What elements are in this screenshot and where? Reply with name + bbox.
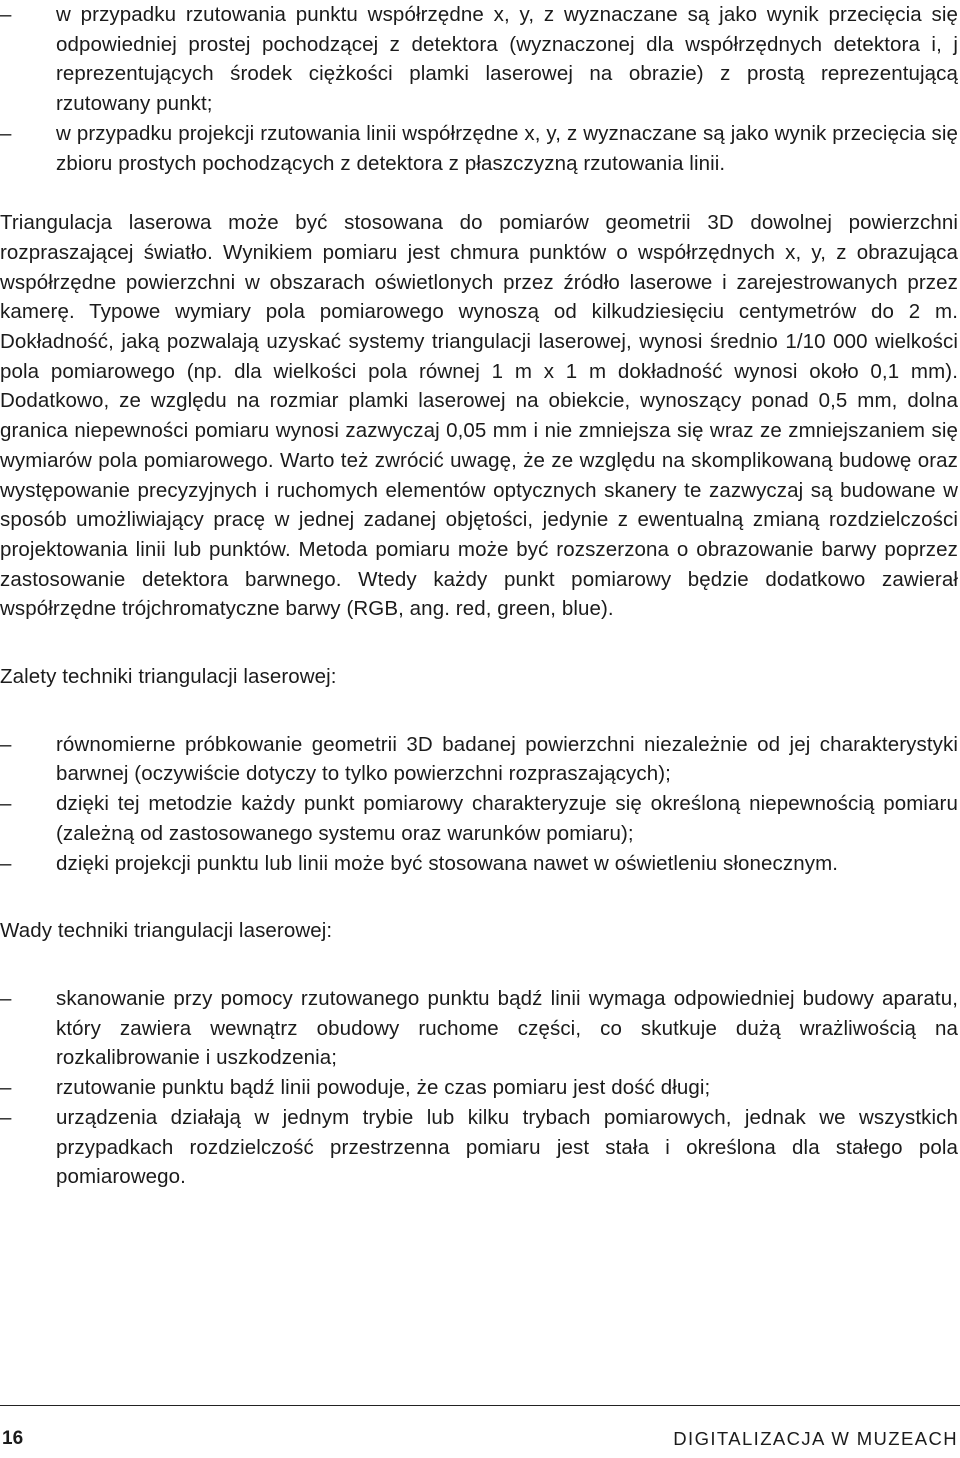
list-marker: – — [0, 1076, 12, 1100]
disadvantages-list — [0, 984, 960, 1192]
spacer — [0, 878, 960, 916]
list-item-text: dzięki tej metodzie każdy punkt pomiarowy charakteryzuje się określoną niepewnością pomiaru (zależną od zastosowanego systemu oraz warunków pomiaru); — [56, 792, 958, 845]
list-item — [0, 119, 960, 178]
list-item-text: w przypadku rzutowania punktu współrzędne x, y, z wyznaczane są jako wynik przecięcia się odpowiedniej prostej pochodzącej z detektora (wyznaczonej dla współrzędnych detektora i, j reprezentujących środek ciężkości plamki laserowej na obrazie) z prostą reprezentującą rzutowany punkt; — [56, 3, 958, 116]
list-marker: – — [0, 121, 12, 145]
list-item — [0, 1103, 960, 1192]
advantages-heading: Zalety techniki triangulacji laserowej: — [0, 665, 337, 689]
continued-list — [0, 0, 960, 178]
list-item — [0, 1073, 960, 1103]
disadvantages-heading: Wady techniki triangulacji laserowej: — [0, 919, 333, 943]
spacer — [0, 624, 960, 662]
list-item-text: urządzenia działają w jednym trybie lub kilku trybach pomiarowych, jednak we wszystkich przypadkach rozdzielczość przestrzenna pomiaru jest stała i określona dla stałego pola pomiarowego. — [56, 1105, 958, 1189]
list-item-text: rzutowanie punktu bądź linii powoduje, że czas pomiaru jest dość długi; — [56, 1076, 711, 1100]
page-number: 16 — [2, 1428, 24, 1449]
page-footer — [0, 1405, 960, 1458]
list-item — [0, 730, 960, 789]
spacer — [0, 178, 960, 208]
list-marker: – — [0, 732, 12, 756]
list-item-text: w przypadku projekcji rzutowania linii współrzędne x, y, z wyznaczane są jako wynik przecięcia się zbioru prostych pochodzących z detektora z płaszczyzną rzutowania linii. — [56, 121, 958, 175]
list-item — [0, 984, 960, 1073]
list-item-text: dzięki projekcji punktu lub linii może być stosowana nawet w oświetleniu słonecznym. — [56, 851, 839, 875]
list-marker: – — [0, 1105, 12, 1129]
list-item — [0, 849, 960, 879]
body-paragraph: Triangulacja laserowa może być stosowana do pomiarów geometrii 3D dowolnej powierzchni rozpraszającej światło. Wynikiem pomiaru jest chmura punktów o współrzędnych x, y, z obrazująca współrzędne powierzchni w obszarach oświetlonych przez źródło laserowe i zarejestrowanych przez kamerę. Typowe wymiary pola pomiarowego wynoszą od kilkudziesięciu centymetrów do 2 m. Dokładność, jaką pozwalają uzyskać systemy triangulacji laserowej, wynosi średnio 1/10 000 wielkości pola pomiarowego (np. dla wielkości pola równej 1 m x 1 m dokładność wynosi około 0,1 mm). Dodatkowo, ze względu na rozmiar plamki laserowej na obiekcie, wynoszący ponad 0,5 mm, dolna granica niepewności pomiaru wynosi zazwyczaj 0,05 mm i nie zmniejsza się wraz ze zmniejszaniem się wymiarów pola pomiarowego. Warto też zwrócić uwagę, że ze względu na skomplikowaną budowę oraz występowanie precyzyjnych i ruchomych elementów optycznych skanery te zazwyczaj są budowane w sposób umożliwiający pracę w jednej zadanej objętości, jedynie z ewentualną zmianą rozdzielczości projektowania linii lub punktów. Metoda pomiaru może być rozszerzona o obrazowanie barwy poprzez zastosowanie detektora barwnego. Wtedy każdy punkt pomiarowy będzie dodatkowo zawierał współrzędne trójchromatyczne barwy (RGB, ang. red, green, blue). — [0, 211, 958, 621]
spacer — [0, 692, 960, 730]
spacer — [0, 946, 960, 984]
list-marker: – — [0, 986, 12, 1010]
list-marker: – — [0, 3, 12, 26]
list-item-text: skanowanie przy pomocy rzutowanego punktu bądź linii wymaga odpowiedniej budowy aparatu, który zawiera wewnątrz obudowy ruchome części, co skutkuje dużą wrażliwością na rozkalibrowanie i uszkodzenia; — [56, 986, 958, 1070]
advantages-list — [0, 730, 960, 879]
running-title: DIGITALIZACJA W MUZEACH — [673, 1428, 958, 1449]
list-marker: – — [0, 792, 12, 816]
list-item — [0, 789, 960, 848]
list-item-text: równomierne próbkowanie geometrii 3D badanej powierzchni niezależnie od jej charakterystyki barwnej (oczywiście dotyczy to tylko powierzchni rozpraszających); — [56, 732, 958, 786]
list-item — [0, 0, 960, 119]
list-marker: – — [0, 851, 12, 875]
